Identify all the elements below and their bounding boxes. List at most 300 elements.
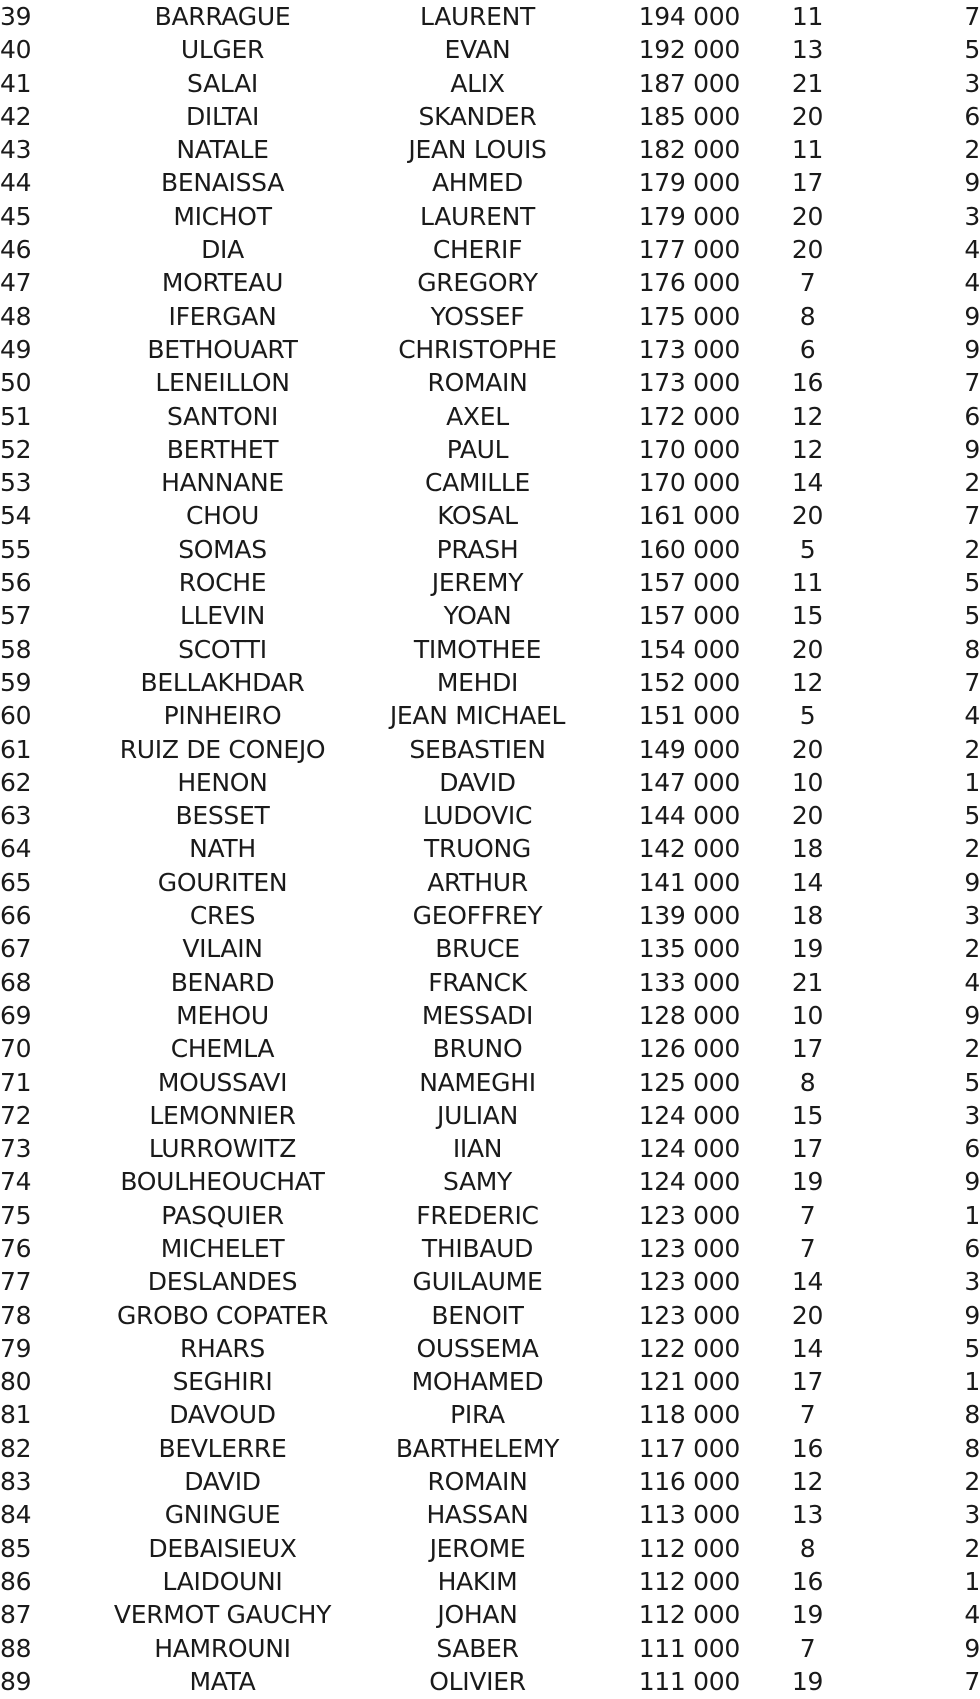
first-name-cell: LAURENT bbox=[420, 2, 535, 31]
rank-cell: 67 bbox=[0, 934, 32, 964]
table-row bbox=[0, 1232, 980, 1265]
last-name-cell: DIA bbox=[201, 235, 244, 265]
rank-cell: 73 bbox=[0, 1134, 32, 1164]
rank-cell: 86 bbox=[0, 1566, 32, 1596]
last-name-cell: BERTHET bbox=[166, 434, 279, 464]
table-row bbox=[0, 1099, 980, 1132]
count-a-cell: 15 bbox=[791, 1100, 824, 1130]
count-b-cell: 3 bbox=[964, 1500, 980, 1530]
count-b-cell: 3 bbox=[964, 1100, 980, 1130]
table-row bbox=[0, 133, 980, 166]
count-a-cell: 11 bbox=[791, 2, 824, 31]
table-row bbox=[0, 433, 980, 466]
rank-cell: 41 bbox=[0, 68, 32, 98]
table-row bbox=[0, 1398, 980, 1431]
table-row bbox=[0, 1632, 980, 1665]
count-b-cell: 4 bbox=[964, 701, 980, 731]
count-b-cell: 2 bbox=[964, 934, 980, 964]
count-b-cell: 5 bbox=[964, 1067, 980, 1097]
rank-cell: 77 bbox=[0, 1267, 32, 1297]
amount-cell: 112 000 bbox=[638, 1533, 740, 1563]
rank-cell: 85 bbox=[0, 1533, 32, 1563]
rank-cell: 80 bbox=[0, 1367, 32, 1397]
count-a-cell: 18 bbox=[791, 834, 824, 864]
count-a-cell: 8 bbox=[799, 301, 816, 331]
count-b-cell: 9 bbox=[964, 1633, 980, 1663]
last-name-cell: HANNANE bbox=[161, 468, 284, 498]
amount-cell: 157 000 bbox=[638, 568, 740, 598]
amount-cell: 176 000 bbox=[638, 268, 740, 298]
rank-cell: 63 bbox=[0, 801, 32, 831]
first-name-cell: IIAN bbox=[452, 1134, 503, 1164]
count-a-cell: 8 bbox=[799, 1533, 816, 1563]
count-b-cell: 2 bbox=[964, 135, 980, 165]
last-name-cell: CHOU bbox=[185, 501, 260, 531]
first-name-cell: PIRA bbox=[450, 1400, 505, 1430]
table-row bbox=[0, 1265, 980, 1298]
last-name-cell: VERMOT GAUCHY bbox=[113, 1600, 332, 1630]
table-row bbox=[0, 1565, 980, 1598]
amount-cell: 187 000 bbox=[638, 68, 740, 98]
last-name-cell: MORTEAU bbox=[161, 268, 284, 298]
first-name-cell: PRASH bbox=[436, 534, 519, 564]
rank-cell: 76 bbox=[0, 1233, 32, 1263]
amount-cell: 179 000 bbox=[638, 168, 740, 198]
rank-cell: 64 bbox=[0, 834, 32, 864]
table-row bbox=[0, 999, 980, 1032]
last-name-cell: LAIDOUNI bbox=[162, 1566, 283, 1596]
count-a-cell: 13 bbox=[791, 35, 824, 65]
count-b-cell: 9 bbox=[964, 334, 980, 364]
last-name-cell: GROBO COPATER bbox=[116, 1300, 329, 1330]
amount-cell: 172 000 bbox=[638, 401, 740, 431]
amount-cell: 116 000 bbox=[638, 1467, 740, 1497]
count-b-cell: 7 bbox=[964, 667, 980, 697]
rank-cell: 55 bbox=[0, 534, 32, 564]
last-name-cell: CHEMLA bbox=[170, 1034, 275, 1064]
count-a-cell: 13 bbox=[791, 1500, 824, 1530]
amount-cell: 124 000 bbox=[638, 1134, 740, 1164]
table-row bbox=[0, 333, 980, 366]
count-b-cell: 4 bbox=[964, 967, 980, 997]
first-name-cell: JOHAN bbox=[437, 1600, 518, 1630]
count-b-cell: 6 bbox=[964, 1233, 980, 1263]
count-b-cell: 1 bbox=[964, 1200, 980, 1230]
table-row bbox=[0, 266, 980, 299]
amount-cell: 122 000 bbox=[638, 1333, 740, 1363]
first-name-cell: JEAN LOUIS bbox=[408, 135, 547, 165]
rank-cell: 60 bbox=[0, 701, 32, 731]
rank-cell: 44 bbox=[0, 168, 32, 198]
rank-cell: 52 bbox=[0, 434, 32, 464]
last-name-cell: DAVOUD bbox=[169, 1400, 276, 1430]
first-name-cell: MESSADI bbox=[421, 1000, 534, 1030]
count-a-cell: 12 bbox=[791, 401, 824, 431]
rank-cell: 45 bbox=[0, 201, 32, 231]
count-a-cell: 19 bbox=[791, 934, 824, 964]
count-b-cell: 9 bbox=[964, 301, 980, 331]
first-name-cell: OLIVIER bbox=[429, 1666, 526, 1696]
table-row bbox=[0, 200, 980, 233]
first-name-cell: AXEL bbox=[446, 401, 509, 431]
count-a-cell: 20 bbox=[791, 101, 824, 131]
count-a-cell: 10 bbox=[791, 1000, 824, 1030]
count-b-cell: 1 bbox=[964, 767, 980, 797]
first-name-cell: ROMAIN bbox=[427, 1467, 528, 1497]
count-a-cell: 5 bbox=[799, 701, 816, 731]
count-b-cell: 8 bbox=[964, 1400, 980, 1430]
last-name-cell: DESLANDES bbox=[147, 1267, 298, 1297]
first-name-cell: CHERIF bbox=[432, 235, 523, 265]
count-b-cell: 8 bbox=[964, 634, 980, 664]
count-b-cell: 6 bbox=[964, 101, 980, 131]
table-row bbox=[0, 1332, 980, 1365]
last-name-cell: MEHOU bbox=[176, 1000, 269, 1030]
amount-cell: 144 000 bbox=[638, 801, 740, 831]
count-a-cell: 12 bbox=[791, 434, 824, 464]
count-a-cell: 15 bbox=[791, 601, 824, 631]
first-name-cell: FREDERIC bbox=[416, 1200, 539, 1230]
count-b-cell: 3 bbox=[964, 201, 980, 231]
table-row bbox=[0, 67, 980, 100]
count-a-cell: 14 bbox=[791, 1267, 824, 1297]
rank-cell: 69 bbox=[0, 1000, 32, 1030]
count-a-cell: 20 bbox=[791, 634, 824, 664]
first-name-cell: GEOFFREY bbox=[412, 901, 543, 931]
last-name-cell: ROCHE bbox=[178, 568, 267, 598]
amount-cell: 192 000 bbox=[638, 35, 740, 65]
first-name-cell: NAMEGHI bbox=[419, 1067, 536, 1097]
last-name-cell: BELLAKHDAR bbox=[140, 667, 305, 697]
first-name-cell: CHRISTOPHE bbox=[398, 334, 557, 364]
amount-cell: 113 000 bbox=[638, 1500, 740, 1530]
amount-cell: 124 000 bbox=[638, 1100, 740, 1130]
count-a-cell: 14 bbox=[791, 867, 824, 897]
table-row bbox=[0, 300, 980, 333]
first-name-cell: THIBAUD bbox=[421, 1233, 534, 1263]
rank-cell: 75 bbox=[0, 1200, 32, 1230]
count-b-cell: 1 bbox=[964, 1367, 980, 1397]
table-row bbox=[0, 1299, 980, 1332]
rank-cell: 65 bbox=[0, 867, 32, 897]
rank-cell: 59 bbox=[0, 667, 32, 697]
first-name-cell: EVAN bbox=[444, 35, 511, 65]
count-b-cell: 9 bbox=[964, 168, 980, 198]
rank-cell: 74 bbox=[0, 1167, 32, 1197]
table-row bbox=[0, 666, 980, 699]
first-name-cell: SKANDER bbox=[418, 101, 537, 131]
count-a-cell: 20 bbox=[791, 501, 824, 531]
amount-cell: 170 000 bbox=[638, 434, 740, 464]
first-name-cell: HAKIM bbox=[437, 1566, 518, 1596]
first-name-cell: JEREMY bbox=[431, 568, 524, 598]
first-name-cell: OUSSEMA bbox=[416, 1333, 539, 1363]
first-name-cell: JEAN MICHAEL bbox=[389, 701, 566, 731]
table-row bbox=[0, 166, 980, 199]
table-row bbox=[0, 100, 980, 133]
count-a-cell: 19 bbox=[791, 1600, 824, 1630]
first-name-cell: SABER bbox=[436, 1633, 519, 1663]
count-a-cell: 20 bbox=[791, 201, 824, 231]
first-name-cell: SEBASTIEN bbox=[409, 734, 546, 764]
first-name-cell: KOSAL bbox=[437, 501, 518, 531]
first-name-cell: JEROME bbox=[429, 1533, 526, 1563]
count-a-cell: 8 bbox=[799, 1067, 816, 1097]
count-b-cell: 7 bbox=[964, 501, 980, 531]
last-name-cell: GOURITEN bbox=[157, 867, 288, 897]
last-name-cell: MATA bbox=[189, 1666, 256, 1696]
count-a-cell: 7 bbox=[799, 1633, 816, 1663]
rank-cell: 83 bbox=[0, 1467, 32, 1497]
amount-cell: 179 000 bbox=[638, 201, 740, 231]
table-row bbox=[0, 599, 980, 632]
table-row bbox=[0, 799, 980, 832]
last-name-cell: RHARS bbox=[179, 1333, 265, 1363]
table-row bbox=[0, 1032, 980, 1065]
count-b-cell: 9 bbox=[964, 1300, 980, 1330]
rank-cell: 78 bbox=[0, 1300, 32, 1330]
first-name-cell: HASSAN bbox=[426, 1500, 529, 1530]
count-a-cell: 12 bbox=[791, 667, 824, 697]
last-name-cell: DILTAI bbox=[185, 101, 260, 131]
last-name-cell: LENEILLON bbox=[155, 368, 290, 398]
count-a-cell: 7 bbox=[799, 268, 816, 298]
amount-cell: 123 000 bbox=[638, 1267, 740, 1297]
last-name-cell: SCOTTI bbox=[178, 634, 267, 664]
count-b-cell: 5 bbox=[964, 568, 980, 598]
amount-cell: 149 000 bbox=[638, 734, 740, 764]
last-name-cell: SEGHIRI bbox=[172, 1367, 273, 1397]
rank-cell: 62 bbox=[0, 767, 32, 797]
last-name-cell: RUIZ DE CONEJO bbox=[119, 734, 326, 764]
count-b-cell: 2 bbox=[964, 468, 980, 498]
last-name-cell: BETHOUART bbox=[147, 334, 298, 364]
count-b-cell: 1 bbox=[964, 1566, 980, 1596]
rank-cell: 61 bbox=[0, 734, 32, 764]
first-name-cell: DAVID bbox=[439, 767, 516, 797]
count-a-cell: 17 bbox=[791, 168, 824, 198]
amount-cell: 123 000 bbox=[638, 1300, 740, 1330]
rank-cell: 49 bbox=[0, 334, 32, 364]
table-row bbox=[0, 1465, 980, 1498]
rank-cell: 54 bbox=[0, 501, 32, 531]
first-name-cell: SAMY bbox=[442, 1167, 513, 1197]
count-b-cell: 9 bbox=[964, 1000, 980, 1030]
count-b-cell: 2 bbox=[964, 834, 980, 864]
rank-cell: 50 bbox=[0, 368, 32, 398]
rank-cell: 42 bbox=[0, 101, 32, 131]
count-a-cell: 19 bbox=[791, 1666, 824, 1696]
last-name-cell: SOMAS bbox=[178, 534, 267, 564]
amount-cell: 175 000 bbox=[638, 301, 740, 331]
count-b-cell: 4 bbox=[964, 1600, 980, 1630]
table-row bbox=[0, 1199, 980, 1232]
first-name-cell: PAUL bbox=[446, 434, 509, 464]
rank-cell: 68 bbox=[0, 967, 32, 997]
count-b-cell: 5 bbox=[964, 35, 980, 65]
first-name-cell: FRANCK bbox=[428, 967, 527, 997]
table-row bbox=[0, 33, 980, 66]
first-name-cell: LUDOVIC bbox=[422, 801, 533, 831]
rank-cell: 72 bbox=[0, 1100, 32, 1130]
count-b-cell: 2 bbox=[964, 1533, 980, 1563]
table-row bbox=[0, 499, 980, 532]
table-row bbox=[0, 699, 980, 732]
table-row bbox=[0, 400, 980, 433]
rank-cell: 39 bbox=[0, 2, 32, 31]
count-b-cell: 2 bbox=[964, 1467, 980, 1497]
last-name-cell: SANTONI bbox=[166, 401, 279, 431]
count-b-cell: 7 bbox=[964, 1666, 980, 1696]
count-a-cell: 10 bbox=[791, 767, 824, 797]
count-a-cell: 16 bbox=[791, 1433, 824, 1463]
amount-cell: 123 000 bbox=[638, 1233, 740, 1263]
count-a-cell: 19 bbox=[791, 1167, 824, 1197]
first-name-cell: MEHDI bbox=[436, 667, 519, 697]
last-name-cell: ULGER bbox=[180, 35, 265, 65]
last-name-cell: BESSET bbox=[175, 801, 270, 831]
rank-cell: 56 bbox=[0, 568, 32, 598]
last-name-cell: SALAI bbox=[187, 68, 258, 98]
count-a-cell: 21 bbox=[791, 967, 824, 997]
last-name-cell: VILAIN bbox=[182, 934, 263, 964]
amount-cell: 125 000 bbox=[638, 1067, 740, 1097]
count-a-cell: 7 bbox=[799, 1200, 816, 1230]
first-name-cell: BRUNO bbox=[432, 1034, 523, 1064]
first-name-cell: LAURENT bbox=[420, 201, 535, 231]
first-name-cell: CAMILLE bbox=[424, 468, 531, 498]
first-name-cell: MOHAMED bbox=[411, 1367, 544, 1397]
amount-cell: 182 000 bbox=[638, 135, 740, 165]
amount-cell: 124 000 bbox=[638, 1167, 740, 1197]
last-name-cell: BARRAGUE bbox=[154, 2, 291, 31]
amount-cell: 126 000 bbox=[638, 1034, 740, 1064]
count-b-cell: 3 bbox=[964, 1267, 980, 1297]
amount-cell: 147 000 bbox=[638, 767, 740, 797]
amount-cell: 139 000 bbox=[638, 901, 740, 931]
rank-cell: 87 bbox=[0, 1600, 32, 1630]
amount-cell: 135 000 bbox=[638, 934, 740, 964]
table-row bbox=[0, 766, 980, 799]
count-b-cell: 3 bbox=[964, 68, 980, 98]
amount-cell: 117 000 bbox=[638, 1433, 740, 1463]
last-name-cell: GNINGUE bbox=[164, 1500, 281, 1530]
count-a-cell: 14 bbox=[791, 1333, 824, 1363]
table-row bbox=[0, 533, 980, 566]
first-name-cell: ROMAIN bbox=[427, 368, 528, 398]
first-name-cell: YOSSEF bbox=[430, 301, 525, 331]
count-b-cell: 5 bbox=[964, 1333, 980, 1363]
table-row bbox=[0, 866, 980, 899]
amount-cell: 173 000 bbox=[638, 368, 740, 398]
rank-cell: 71 bbox=[0, 1067, 32, 1097]
count-b-cell: 2 bbox=[964, 534, 980, 564]
rank-cell: 70 bbox=[0, 1034, 32, 1064]
first-name-cell: GREGORY bbox=[417, 268, 538, 298]
table-row bbox=[0, 932, 980, 965]
amount-cell: 121 000 bbox=[638, 1367, 740, 1397]
amount-cell: 173 000 bbox=[638, 334, 740, 364]
last-name-cell: CRES bbox=[189, 901, 256, 931]
table-row bbox=[0, 1498, 980, 1531]
last-name-cell: MICHOT bbox=[173, 201, 272, 231]
rank-cell: 66 bbox=[0, 901, 32, 931]
first-name-cell: JULIAN bbox=[437, 1100, 518, 1130]
amount-cell: 157 000 bbox=[638, 601, 740, 631]
count-b-cell: 8 bbox=[964, 1433, 980, 1463]
first-name-cell: GUILAUME bbox=[412, 1267, 543, 1297]
count-b-cell: 2 bbox=[964, 1034, 980, 1064]
count-a-cell: 20 bbox=[791, 1300, 824, 1330]
last-name-cell: BOULHEOUCHAT bbox=[120, 1167, 325, 1197]
amount-cell: 118 000 bbox=[638, 1400, 740, 1430]
table-row bbox=[0, 1432, 980, 1465]
last-name-cell: BENARD bbox=[170, 967, 275, 997]
count-b-cell: 3 bbox=[964, 901, 980, 931]
first-name-cell: ALIX bbox=[450, 68, 505, 98]
count-a-cell: 20 bbox=[791, 801, 824, 831]
rank-cell: 46 bbox=[0, 235, 32, 265]
amount-cell: 177 000 bbox=[638, 235, 740, 265]
first-name-cell: YOAN bbox=[443, 601, 512, 631]
table-row bbox=[0, 0, 980, 33]
first-name-cell: AHMED bbox=[431, 168, 524, 198]
count-b-cell: 9 bbox=[964, 434, 980, 464]
table-row bbox=[0, 366, 980, 399]
first-name-cell: ARTHUR bbox=[427, 867, 528, 897]
rank-cell: 51 bbox=[0, 401, 32, 431]
first-name-cell: BRUCE bbox=[435, 934, 520, 964]
first-name-cell: BARTHELEMY bbox=[395, 1433, 560, 1463]
last-name-cell: DEBAISIEUX bbox=[148, 1533, 297, 1563]
table-row bbox=[0, 233, 980, 266]
rank-cell: 89 bbox=[0, 1666, 32, 1696]
last-name-cell: LURROWITZ bbox=[148, 1134, 297, 1164]
last-name-cell: HENON bbox=[177, 767, 268, 797]
rank-cell: 43 bbox=[0, 135, 32, 165]
table-row bbox=[0, 1066, 980, 1099]
amount-cell: 123 000 bbox=[638, 1200, 740, 1230]
last-name-cell: MOUSSAVI bbox=[157, 1067, 288, 1097]
count-b-cell: 5 bbox=[964, 801, 980, 831]
rank-cell: 79 bbox=[0, 1333, 32, 1363]
rank-cell: 82 bbox=[0, 1433, 32, 1463]
amount-cell: 128 000 bbox=[638, 1000, 740, 1030]
rank-cell: 47 bbox=[0, 268, 32, 298]
amount-cell: 112 000 bbox=[638, 1566, 740, 1596]
table-row bbox=[0, 466, 980, 499]
rank-cell: 40 bbox=[0, 35, 32, 65]
last-name-cell: PASQUIER bbox=[161, 1200, 284, 1230]
amount-cell: 154 000 bbox=[638, 634, 740, 664]
count-a-cell: 7 bbox=[799, 1400, 816, 1430]
count-b-cell: 4 bbox=[964, 268, 980, 298]
count-a-cell: 11 bbox=[791, 568, 824, 598]
count-b-cell: 7 bbox=[964, 368, 980, 398]
amount-cell: 194 000 bbox=[638, 2, 740, 31]
count-a-cell: 18 bbox=[791, 901, 824, 931]
rank-cell: 81 bbox=[0, 1400, 32, 1430]
amount-cell: 111 000 bbox=[638, 1633, 740, 1663]
count-a-cell: 16 bbox=[791, 368, 824, 398]
amount-cell: 170 000 bbox=[638, 468, 740, 498]
rank-cell: 58 bbox=[0, 634, 32, 664]
last-name-cell: LLEVIN bbox=[179, 601, 266, 631]
table-row bbox=[0, 832, 980, 865]
count-a-cell: 14 bbox=[791, 468, 824, 498]
count-a-cell: 12 bbox=[791, 1467, 824, 1497]
count-b-cell: 4 bbox=[964, 235, 980, 265]
